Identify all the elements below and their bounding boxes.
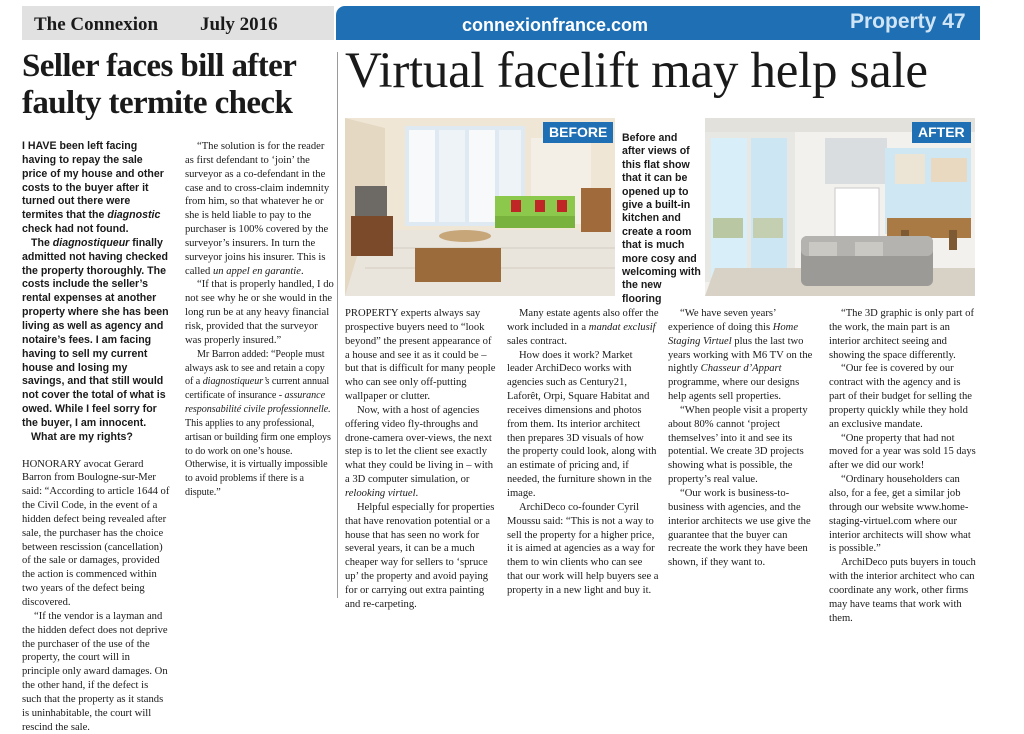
story-paragraph (345, 404, 497, 501)
left-story-column-2 (185, 140, 335, 500)
answer-text: current annual certificate of insurance - (185, 376, 330, 402)
main-story-headline: Virtual facelift may help sale (345, 43, 928, 99)
story-paragraph (507, 307, 659, 349)
answer-text: . (300, 265, 304, 277)
answer-emphasis: assurance responsabilité civile professionnelle. (185, 390, 331, 416)
story-paragraph: “Ordinary householders can also, for a fee, get a similar job through our website www.home-staging-virtuel.com where our interior architects will show what is possible.” (829, 474, 971, 555)
question-paragraph (22, 140, 170, 237)
main-story-column-4 (829, 307, 977, 625)
story-paragraph (668, 307, 820, 404)
column-divider (337, 52, 338, 598)
reader-question (22, 140, 170, 445)
left-story-column-1 (22, 140, 170, 734)
question-emphasis: diagnostiqueur (52, 236, 130, 249)
question-text: check had not found. (22, 223, 129, 236)
story-paragraph: “Our fee is covered by our contract with the agency and is part of their budget for selling the property quickly while they hold an exclusive mandate. (829, 363, 972, 430)
story-text: Now, with a host of agencies offering video fly-throughs and drone-camera over-views, the next step is to let the client see exactly what they could be living in – with a 3D computer simulation, or (345, 404, 493, 486)
story-text: sales contract. (507, 335, 568, 347)
answer-text: This applies to any professional, artisan or building firm one employs to do work on one’s house. Otherwise, it is virtually impossible to avoid problems if there is a dispute.” (185, 417, 331, 499)
before-photo (345, 118, 615, 296)
issue-date: July 2016 (200, 14, 278, 35)
story-emphasis: relooking virtuel (345, 487, 416, 499)
after-photo (705, 118, 975, 296)
story-text: “We have seven years’ experience of doing this (668, 308, 776, 333)
answer-paragraph (185, 140, 335, 278)
story-text: Many estate agents also offer the work included in a (507, 308, 659, 333)
question-text: I HAVE been left facing having to repay the sale price of my house and other costs to the buyer after it turned out there were termites that the (22, 140, 164, 222)
story-text: plus the last two years working with M6 TV on the nightly (668, 335, 813, 375)
after-room-illustration (705, 118, 975, 296)
answer-paragraph (185, 348, 335, 500)
website-url[interactable]: connexionfrance.com (462, 15, 649, 35)
before-room-illustration (345, 118, 615, 296)
story-paragraph: ArchiDeco co-founder Cyril Moussu said: “This is not a way to sell the property for a higher price, it is aimed at agencies as a way for them to win clients who can see that our work will help buyers see a property in a new light and buy it. (507, 501, 659, 596)
story-paragraph: How does it work? Market leader ArchiDeco works with agencies such as Century21, Laforêt, Orpi, Square Habitat and receives dimensions and photos from them. Its interior architect then prepares 3D visuals of how the property could look, along with an estimate of pricing and, if needed, the furniture shown in the image. (507, 349, 657, 499)
story-text: . (415, 487, 419, 499)
main-story-column-1 (345, 307, 497, 612)
photo-caption: Before and after views of this flat show that it can be opened up to give a built-in kitchen and create a room that is much more cosy and welcoming with the new flooring (622, 132, 701, 305)
answer-paragraph: “If that is properly handled, I do not see why he or she would in the long run be at any heavy financial risk, provided that the surveyor was properly insured.” (185, 279, 334, 346)
story-paragraph: “Our work is business-to-business with agencies, and the interior architects we use give the guarantee that the buyer can recreate the work they have been shown, if they want to. (668, 487, 811, 569)
question-text: finally admitted not having checked the property thoroughly. The costs include the seller’s rental expenses at another property where she has been living as well as agency and notaire’s fees. I am facing having to sell my current house and losing my savings, and that still would not cover the total of what is owed. While I feel sorry for the buyer, I am innocent. (22, 236, 169, 429)
paper-name: The Connexion (34, 14, 159, 35)
left-story-headline: Seller faces bill after faulty termite check (22, 48, 296, 121)
question-final-line: What are my rights? (31, 430, 133, 443)
before-label: BEFORE (543, 122, 613, 143)
after-label: AFTER (912, 122, 971, 143)
story-paragraph: “When people visit a property about 80% cannot ‘project themselves’ into it and see its potential. We create 3D projects showing what is possible, the property’s real value. (668, 404, 808, 486)
story-text: programme, where our designs help agents sell properties. (668, 377, 800, 403)
question-emphasis: diagnostic (107, 209, 161, 222)
answer-emphasis: un appel en garantie (212, 265, 301, 277)
story-emphasis: mandat exclusif (588, 321, 656, 333)
story-emphasis: Home Staging Virtuel (668, 321, 799, 347)
answer-emphasis: diagnostiqueur’s (202, 376, 270, 388)
story-paragraph: “One property that had not moved for a year was sold 15 days after we did our work! (829, 432, 976, 472)
story-emphasis: Chasseur d’Appart (700, 363, 782, 375)
question-paragraph (22, 237, 170, 431)
main-story-column-3 (668, 307, 820, 570)
answer-text: “The solution is for the reader as first defendant to ‘join’ the surveyor as a co-defendant in the case and to cross-claim indemnity from him, so that whatever he or she is held liable to pay to the purchaser is 100% covered by the surveyor’s insurers. In turn the surveyor joins his insurer. This is called (185, 141, 330, 277)
main-story-column-2 (507, 307, 659, 598)
story-paragraph: Helpful especially for properties that have renovation potential or a house that has seen no work for several years, it can be a much cheaper way for sellers to ‘spruce up’ the property and avoid paying for or carrying out extra painting and re-carpeting. (345, 501, 495, 610)
story-paragraph: PROPERTY experts always say prospective buyers need to “look beyond” the present appearance of a house and see it as it could be – but that is difficult for many people who can see only off-putting wallpaper or clutter. (345, 308, 496, 403)
section-page-label: Property 47 (850, 10, 966, 33)
question-text: The (31, 236, 53, 249)
answer-paragraph: “If the vendor is a layman and the hidden defect does not deprive the purchaser of the use of the property, the court will in principle only award damages. On the other hand, if the defect is such that the property as it stands is uninhabitable, the court will rescind the sale. (22, 610, 168, 733)
answer-text: Mr Barron added: “People must always ask to see and retain a copy of a (185, 348, 325, 388)
story-paragraph: ArchiDeco puts buyers in touch with the interior architect who can coordinate any work, other firms may have teams that work with them. (829, 557, 976, 624)
answer-paragraph: HONORARY avocat Gerard Barron from Boulogne-sur-Mer said: “According to article 1644 of the Civil Code, in the event of a hidden defect being revealed after sale, the purchaser has the choice between rescission (cancellation) of the sale or damages, provided the action is commenced within two years of the defect being discovered. (22, 458, 170, 608)
story-paragraph: “The 3D graphic is only part of the work, the main part is an interior architect seeing and showing the space differently. (829, 308, 974, 361)
